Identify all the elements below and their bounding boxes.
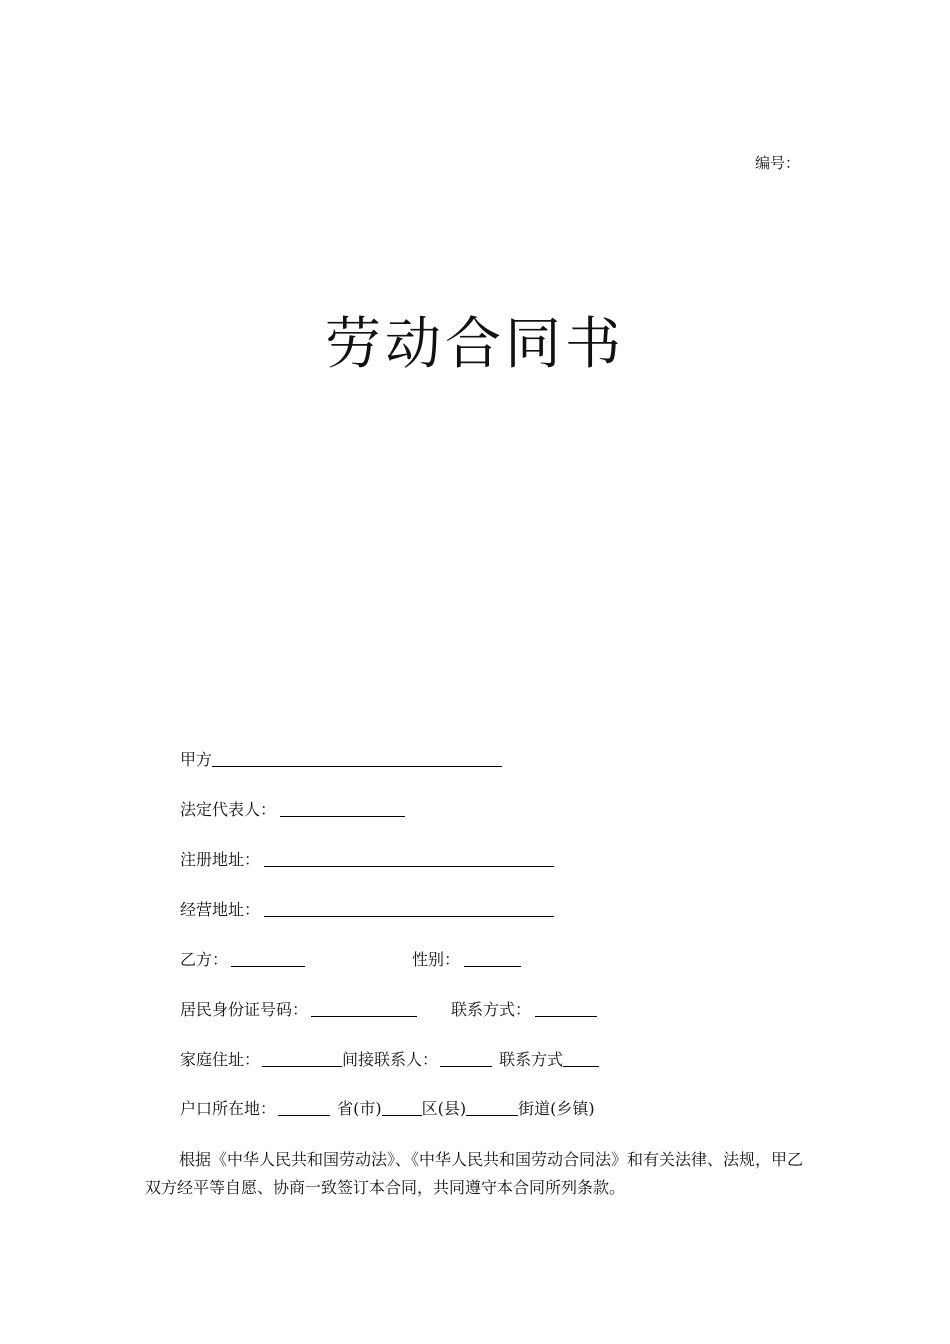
document-title: 劳动合同书 — [325, 312, 625, 377]
district-blank[interactable] — [382, 1099, 422, 1116]
legal-rep-row — [180, 800, 405, 820]
legal-rep-blank[interactable] — [280, 800, 405, 817]
street-blank[interactable] — [466, 1099, 518, 1116]
biz-address-label: 经营地址： — [180, 900, 261, 919]
party-b-row — [180, 950, 305, 970]
hukou-label: 户口所在地： — [180, 1099, 277, 1118]
home-address-label: 家庭住址： — [180, 1050, 261, 1069]
province-blank[interactable] — [278, 1099, 330, 1116]
party-b-label: 乙方： — [180, 950, 229, 969]
party-b-blank[interactable] — [231, 950, 305, 967]
hukou-row — [180, 1099, 595, 1119]
street-label: 街道(乡镇) — [518, 1099, 595, 1118]
contact1-blank[interactable] — [535, 1000, 597, 1017]
reg-address-row — [180, 850, 554, 870]
contact1-row — [451, 1000, 597, 1020]
gender-blank[interactable] — [464, 950, 521, 967]
gender-row — [412, 950, 521, 970]
province-label: 省(市) — [337, 1099, 382, 1118]
id-number-label: 居民身份证号码： — [180, 1000, 309, 1019]
district-label: 区(县) — [421, 1099, 467, 1118]
biz-address-row — [180, 900, 554, 920]
indirect-contact-label: 间接联系人： — [342, 1050, 439, 1069]
contact2-blank[interactable] — [563, 1050, 599, 1067]
indirect-contact-blank[interactable] — [440, 1050, 492, 1067]
home-address-row — [180, 1050, 599, 1070]
contact2-label: 联系方式 — [499, 1050, 564, 1069]
id-number-blank[interactable] — [311, 1000, 417, 1017]
intro-paragraph: 根据《中华人民共和国劳动法》、《中华人民共和国劳动合同法》和有关法律、法规，甲乙双方经平等自愿、协商一致签订本合同，共同遵守本合同所列条款。 — [145, 1150, 804, 1197]
gender-label: 性别： — [412, 950, 461, 969]
biz-address-blank[interactable] — [264, 900, 554, 917]
contact1-label: 联系方式： — [451, 1000, 532, 1019]
party-a-row — [180, 750, 502, 770]
serial-number-label: 编号： — [755, 154, 801, 172]
reg-address-blank[interactable] — [264, 850, 554, 867]
reg-address-label: 注册地址： — [180, 850, 261, 869]
party-a-label: 甲方 — [180, 750, 213, 769]
legal-rep-label: 法定代表人： — [180, 800, 277, 819]
id-number-row — [180, 1000, 417, 1020]
home-address-blank[interactable] — [262, 1050, 342, 1067]
party-a-blank[interactable] — [212, 750, 502, 767]
